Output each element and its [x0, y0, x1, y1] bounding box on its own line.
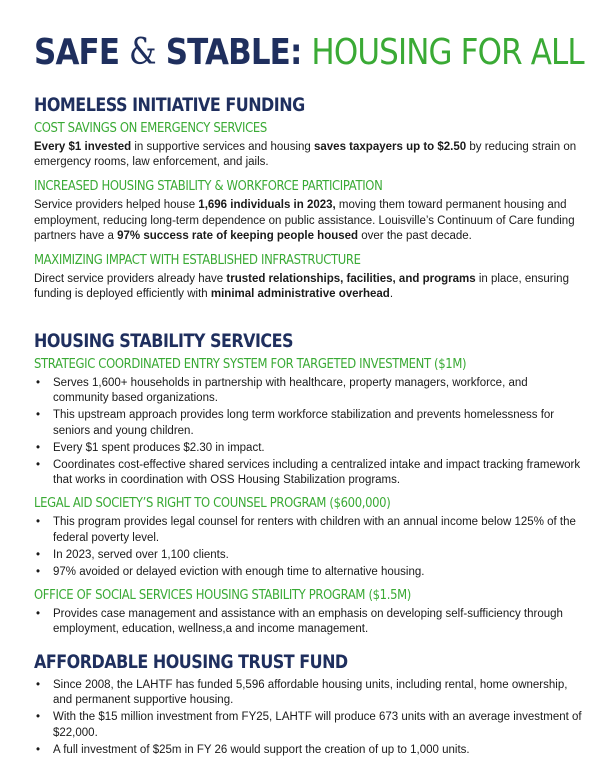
list-legal-aid	[34, 515, 584, 580]
list-item: • Coordinates cost-effective shared services including a centralized intake and impact tracking framework that works in coordination with OSS Housing Stabilization programs.	[36, 459, 581, 487]
list-item: • 97% avoided or delayed eviction with enough time to alternative housing.	[36, 566, 425, 579]
subheading-coordinated-entry: STRATEGIC COORDINATED ENTRY SYSTEM FOR TARGETED INVESTMENT ($1M)	[34, 356, 467, 372]
section-housing-stability-services	[34, 330, 584, 640]
title-ampersand: &	[129, 32, 156, 73]
list-item: • A full investment of $25m in FY 26 would support the creation of up to 1,000 units.	[36, 743, 470, 756]
list-item: • Provides case management and assistance with an emphasis on developing self-sufficiency through employment, education, wellness,a and income management.	[36, 608, 563, 636]
title-stable: STABLE:	[165, 32, 302, 73]
subheading-maximizing-impact: MAXIMIZING IMPACT WITH ESTABLISHED INFRASTRUCTURE	[34, 252, 361, 269]
list-oss-program	[34, 607, 584, 637]
subheading-oss-program: OFFICE OF SOCIAL SERVICES HOUSING STABILITY PROGRAM ($1.5M)	[34, 587, 411, 604]
title-safe: SAFE	[34, 32, 120, 73]
subheading-legal-aid: LEGAL AID SOCIETY’S RIGHT TO COUNSEL PROGRAM ($600,000)	[34, 495, 391, 512]
paragraph-housing-stability: Service providers helped house 1,696 individuals in 2023, moving them toward permanent housing and employment, reducing long-term dependence on public assistance. Louisville’s Continuum of Care funding partners have a 97% success rate of keeping people housed over the past decade.	[34, 199, 575, 242]
subheading-cost-savings: COST SAVINGS ON EMERGENCY SERVICES	[34, 120, 267, 136]
list-item: • This program provides legal counsel for renters with children with an annual income below 125% of the federal poverty level.	[36, 516, 576, 544]
list-item: • This upstream approach provides long term workforce stabilization and prevents homelessness for seniors and young children.	[36, 409, 555, 437]
section-affordable-housing-trust-fund	[34, 651, 584, 760]
subheading-housing-stability: INCREASED HOUSING STABILITY & WORKFORCE PARTICIPATION	[34, 178, 383, 195]
list-item: • Serves 1,600+ households in partnership with healthcare, property managers, workforce, and community based organizations.	[36, 377, 528, 405]
heading-homeless-initiative: HOMELESS INITIATIVE FUNDING	[34, 94, 305, 116]
title-subtitle: HOUSING FOR ALL	[311, 32, 584, 73]
section-homeless-initiative	[34, 94, 584, 302]
heading-housing-stability-services: HOUSING STABILITY SERVICES	[34, 330, 294, 352]
list-item: • In 2023, served over 1,100 clients.	[36, 548, 229, 561]
list-item: • With the $15 million investment from FY25, LAHTF will produce 673 units with an average investment of $22,000.	[36, 711, 582, 739]
list-trust-fund	[34, 678, 584, 758]
paragraph-maximizing-impact: Direct service providers already have trusted relationships, facilities, and programs in place, ensuring funding is deployed efficiently with minimal administrative overhead.	[34, 273, 569, 301]
heading-affordable-housing-trust-fund: AFFORDABLE HOUSING TRUST FUND	[34, 651, 348, 673]
list-item: • Every $1 spent produces $2.30 in impact.	[36, 441, 265, 454]
paragraph-cost-savings: Every $1 invested in supportive services and housing saves taxpayers up to $2.50 by reducing strain on emergency rooms, law enforcement, and jails.	[34, 141, 577, 169]
page-title	[34, 32, 584, 74]
list-item: • Since 2008, the LAHTF has funded 5,596 affordable housing units, including rental, home ownership, and permanent supportive housing.	[36, 679, 568, 707]
list-coordinated-entry	[34, 376, 584, 488]
